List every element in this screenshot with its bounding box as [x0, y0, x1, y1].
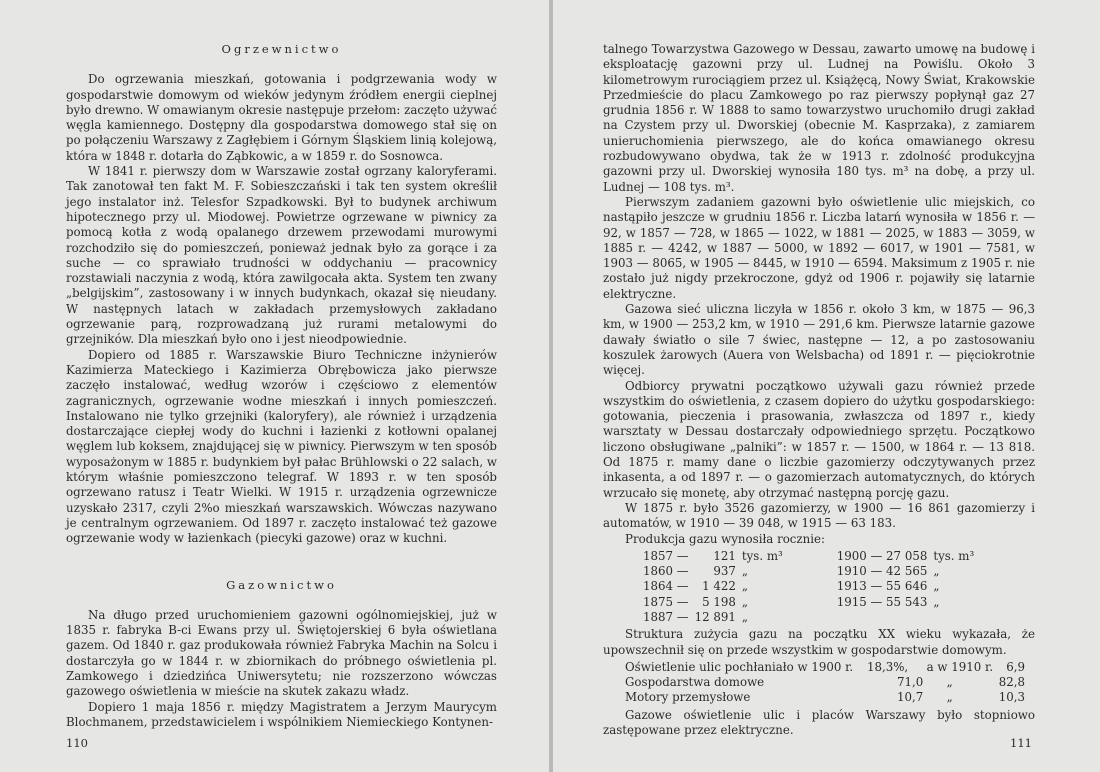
table-row: [643, 564, 974, 579]
right-page-text: [603, 42, 1035, 738]
table-cell: 82,8: [998, 675, 1025, 690]
table-cell: „: [741, 564, 748, 579]
page-number-right: 111: [1010, 736, 1032, 750]
page-number-left: 110: [66, 736, 88, 750]
paragraph: Gazowa sieć uliczna liczyła w 1856 r. około 3 km, w 1875 — 96,3 km, w 1900 — 253,2 km, w 1910 — 291,6 km. Pierwsze latarnie gazowe dawały światło o sile 7 świec, następne — 12, a po zastosowaniu koszulek żarowych (Auera von Welsbacha) od 1891 r. — pięciokrotnie więcej.: [603, 302, 1035, 378]
table-cell: 6,9: [1006, 659, 1025, 674]
gas-usage-table: [625, 660, 1025, 706]
paragraph: Struktura zużycia gazu na początku XX wieku wykazała, że upowszechnił się on przede wszystkim w gospodarstwie domowym.: [603, 627, 1035, 657]
table-cell: 71,0: [896, 675, 924, 690]
paragraph: Odbiorcy prywatni początkowo używali gazu również przede wszystkim do oświetlenia, z czasem dopiero do użytku gospodarskiego: gotowania, pieczenia i prasowania, zwłaszcza od 1897 r., kiedy warsztaty w Dessau dostarczały odpowiedniego sprzętu. Początkowo liczono obsługiwane „palniki”: w 1857 r. — 1500, w 1864 r. — 13 818. Od 1875 r. mamy dane o liczbie gazomierzy odczytywanych przez inkasenta, a od 1897 r. — o gazomierzach automatycznych, do których wrzucało się monetę, aby otrzymać następną porcję gazu.: [603, 378, 1035, 500]
paragraph: W 1841 r. pierwszy dom w Warszawie został ogrzany kaloryferami. Tak zanotował ten fakt M. F. Sobieszczański i tak ten system określił jego instalator inż. Telesfor Szpadkowski. Był to budynek archiwum hipotecznego przy ul. Miodowej. Powietrze ogrzewane w piwnicy za pomocą kotła z wodą opalanego drzewem przewodami murowymi rozchodziło się do pomieszczeń, ponieważ jednak było za gorące i za suche — co sprawiało trudności w oddychaniu — pracownicy rozstawiali naczynia z wodą, która zawilgocała akta. System ten zwany „belgijskim”, zastosowany i w innych budynkach, okazał się nieudany. W następnych latach w zakładach przemysłowych zakładano ogrzewanie parą, rozprowadzaną już rurami metalowymi do grzejników. Dla mieszkań było ono i jest nieodpowiednie.: [66, 164, 497, 347]
table-cell: [933, 610, 974, 625]
table-cell: „: [741, 594, 748, 609]
table-cell: Oświetlenie ulic pochłaniało w 1900 r.: [625, 659, 854, 674]
table-cell: 1915 — 55 543: [836, 594, 928, 609]
table-cell: a w 1910 r.: [926, 659, 994, 674]
table-cell: 10,7: [896, 690, 924, 705]
left-page-text: [66, 42, 497, 730]
table-cell: „: [933, 579, 940, 594]
table-row: [643, 595, 974, 610]
table-cell: 1913 — 55 646: [836, 579, 928, 594]
table-cell: „: [741, 579, 748, 594]
paragraph: Dopiero od 1885 r. Warszawskie Biuro Techniczne inżynierów Kazimierza Mateckiego i Kazimierza Obrębowicza jako pierwsze zaczęło instalować, według wzorów i częściowo z elementów zagranicznych, ogrzewanie wodne mieszkań i innych pomieszczeń. Instalowano nie tylko grzejniki (kaloryfery), ale również i urządzenia dostarczające ciepłej wody do kuchni i łazienki z kotłowni opalanej węglem lub koksem, znajdującej się w piwnicy. Pierwszym w ten sposób wyposażonym w 1885 r. budynkiem był pałac Brühlowski o 22 salach, w którym właśnie pomieszczono telegraf. W 1893 r. w ten sposób ogrzewano ratusz i Teatr Wielki. W 1915 r. urządzenia ogrzewnicze uzyskało 2317, czyli 2%o mieszkań warszawskich. Wówczas nazywano je centralnym ogrzewaniem. Od 1897 r. zaczęto instalować też gazowe ogrzewanie wody w łazienkach (piecyki gazowe) oraz w kuchni.: [66, 347, 497, 546]
table-cell: „: [946, 675, 953, 690]
left-page: [0, 0, 549, 772]
table-cell: 5 198: [702, 594, 736, 609]
table-cell: 1887 —: [643, 609, 689, 624]
paragraph: Dopiero 1 maja 1856 r. między Magistratem a Jerzym Maurycym Blochmanem, przedstawicielem i wspólnikiem Niemieckiego Kontynen-: [66, 699, 497, 729]
table-cell: 1864 —: [643, 579, 689, 594]
table-cell: 121: [713, 548, 736, 563]
heading-heating: Ogrzewnictwo: [221, 42, 342, 56]
table-row: [643, 579, 974, 594]
table-cell: 937: [713, 564, 736, 579]
table-cell: „: [946, 690, 953, 705]
table-cell: 12 891: [694, 609, 736, 624]
paragraph: Na długo przed uruchomieniem gazowni ogólnomiejskiej, już w 1835 r. fabryka B-ci Ewans przy ul. Świętojerskiej 6 była oświetlana gazem. Od 1840 r. gaz produkowała również Fabryka Machin na Solcu i dostarczyła go w 1844 r. w zbiornikach do próbnego oświetlenia pl. Zamkowego i dziedzińca Uniwersytetu; nie rozszerzono wówczas gazowego oświetlenia w mieście na skutek zakazu władz.: [66, 607, 497, 699]
table-cell: 18,3%,: [866, 659, 909, 674]
table-cell: Gospodarstwa domowe: [625, 675, 765, 690]
table-cell: „: [741, 609, 748, 624]
table-cell: 1857 —: [643, 548, 689, 563]
table-cell: tys. m³: [933, 548, 975, 563]
heading-gas: Gazownictwo: [226, 577, 337, 592]
table-cell: Motory przemysłowe: [625, 690, 751, 705]
table-row: [625, 660, 1025, 675]
table-cell: 1860 —: [643, 564, 689, 579]
gas-production-table: [643, 549, 974, 625]
table-row: [643, 549, 974, 564]
table-cell: [837, 610, 934, 625]
table-cell: „: [933, 564, 940, 579]
paragraph: Do ogrzewania mieszkań, gotowania i podgrzewania wody w gospodarstwie domowym od wieków jedynym źródłem energii cieplnej było drewno. W omawianym okresie następuje przełom: zaczęto używać węgla kamiennego. Dostępny dla gospodarstwa domowego stał się on po połączeniu Warszawy z Zagłębiem i Górnym Śląskiem linią kolejową, która w 1848 r. dotarła do Ząbkowic, a w 1859 r. do Sosnowca.: [66, 72, 497, 163]
right-page: [553, 0, 1100, 772]
paragraph: talnego Towarzystwa Gazowego w Dessau, zawarto umowę na budowę i eksploatację gazowni przy ul. Ludnej na Powiślu. Około 3 kilometrowym rurociągiem przez ul. Książęcą, Nowy Świat, Krakowskie Przedmieście do placu Zamkowego po raz pierwszy popłynął gaz 27 grudnia 1856 r. W 1888 to samo towarzystwo uruchomiło drugi zakład na Czystem przy ul. Dworskiej (obecnie M. Kasprzaka), z zamiarem unieruchomienia pierwszego, ale do końca omawianego okresu rozbudowywano obydwa, tak że w 1913 r. zdolność produkcyjna gazowni przy ul. Dworskiej wynosiła 180 tys. m³ na dobę, a przy ul. Ludnej — 108 tys. m³.: [603, 42, 1035, 194]
table-cell: 10,3: [998, 690, 1025, 705]
paragraph: Produkcja gazu wynosiła rocznie:: [625, 531, 825, 546]
table-cell: 1875 —: [643, 594, 689, 609]
paragraph: W 1875 r. było 3526 gazomierzy, w 1900 — 16 861 gazomierzy i automatów, w 1910 — 39 048, w 1915 — 63 183.: [603, 500, 1035, 531]
table-cell: 1900 — 27 058: [836, 548, 928, 563]
table-row: [643, 610, 974, 625]
paragraph: Pierwszym zadaniem gazowni było oświetlenie ulic miejskich, co nastąpiło jeszcze w grudniu 1856 r. Liczba latarń wynosiła w 1856 r. — 92, w 1857 — 728, w 1865 — 1022, w 1881 — 2025, w 1883 — 3059, w 1885 r. — 4242, w 1887 — 5000, w 1892 — 6017, w 1901 — 7581, w 1903 — 8065, w 1905 — 8445, w 1910 — 6594. Maksimum z 1905 r. nie zostało już nigdy przekroczone, gdyż od 1906 r. pojawiły się latarnie elektryczne.: [603, 194, 1035, 301]
table-cell: „: [933, 594, 940, 609]
paragraph: Gazowe oświetlenie ulic i placów Warszawy było stopniowo zastępowane przez elektryczne.: [603, 707, 1035, 738]
table-cell: 1910 — 42 565: [836, 564, 928, 579]
table-row: [625, 675, 1025, 690]
table-row: [625, 690, 1025, 705]
table-cell: 1 422: [702, 579, 736, 594]
table-cell: tys. m³: [741, 548, 783, 563]
